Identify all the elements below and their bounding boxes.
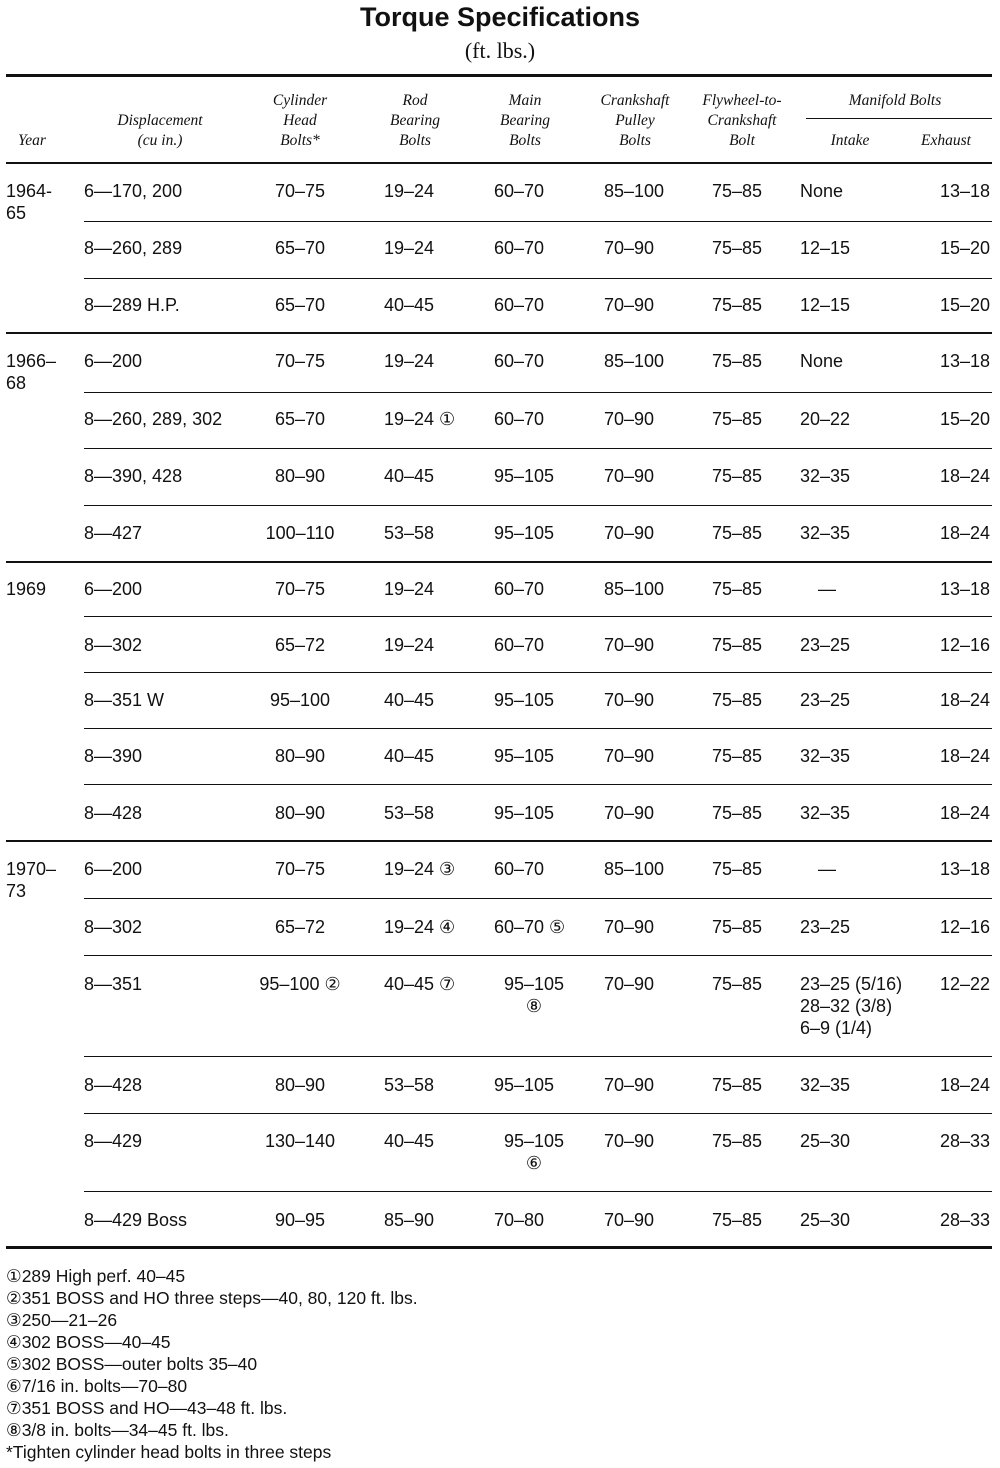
cell-flywheel: 75–85 (712, 974, 763, 994)
cell-exhaust: 15–20 (939, 238, 990, 258)
cell-displacement: 8—427 (84, 523, 143, 543)
year-cell: 1970– 73 (6, 859, 57, 901)
year-cell: 1964- 65 (6, 181, 53, 223)
page-title: Torque Specifications (359, 2, 641, 32)
header-displacement: Displacement (cu in.) (117, 112, 203, 149)
cell-main-bearing: 95–105 ⑥ (503, 1131, 565, 1173)
row-divider (84, 392, 992, 393)
cell-intake: 12–15 (800, 238, 851, 258)
cell-crankshaft-pulley: 70–90 (604, 803, 655, 823)
cell-crankshaft-pulley: 70–90 (604, 523, 655, 543)
cell-cylinder-head: 65–70 (274, 238, 326, 258)
cell-crankshaft-pulley: 70–90 (604, 746, 655, 766)
cell-main-bearing: 60–70 (494, 409, 545, 429)
cell-displacement: 8—428 (84, 1075, 143, 1095)
row-divider (84, 1056, 992, 1057)
cell-flywheel: 75–85 (712, 351, 763, 371)
cell-intake: 32–35 (800, 523, 851, 543)
cell-rod-bearing: 40–45 (384, 466, 435, 486)
cell-intake: 32–35 (800, 803, 851, 823)
cell-flywheel: 75–85 (712, 238, 763, 258)
row-divider (84, 278, 992, 279)
header-year: Year (18, 132, 46, 149)
cell-crankshaft-pulley: 70–90 (604, 466, 655, 486)
cell-displacement: 8—351 W (84, 690, 165, 710)
cell-intake: 23–25 (5/16) 28–32 (3/8) 6–9 (1/4) (800, 974, 903, 1038)
cell-displacement: 8—302 (84, 917, 143, 937)
cell-exhaust: 13–18 (939, 579, 990, 599)
group-divider (6, 561, 992, 563)
cell-main-bearing: 95–105 (494, 466, 555, 486)
cell-main-bearing: 60–70 (494, 181, 545, 201)
cell-flywheel: 75–85 (712, 579, 763, 599)
cell-exhaust: 15–20 (939, 409, 990, 429)
cell-rod-bearing: 40–45 (384, 295, 435, 315)
cell-displacement: 6—200 (84, 579, 143, 599)
cell-main-bearing: 60–70 (494, 238, 545, 258)
cell-displacement: 8—429 (84, 1131, 143, 1151)
cell-flywheel: 75–85 (712, 635, 763, 655)
cell-crankshaft-pulley: 70–90 (604, 409, 655, 429)
footnote-item: ①289 High perf. 40–45 (6, 1266, 186, 1286)
row-divider (84, 672, 992, 673)
cell-crankshaft-pulley: 70–90 (604, 295, 655, 315)
cell-intake: 23–25 (800, 690, 851, 710)
cell-flywheel: 75–85 (712, 1131, 763, 1151)
cell-displacement: 8—429 Boss (84, 1210, 188, 1230)
cell-exhaust: 12–22 (939, 974, 990, 994)
cell-displacement: 6—200 (84, 351, 143, 371)
cell-exhaust: 15–20 (939, 295, 990, 315)
cell-intake: None (800, 351, 844, 371)
cell-crankshaft-pulley: 70–90 (604, 917, 655, 937)
footnote-item: ⑤302 BOSS—outer bolts 35–40 (6, 1354, 258, 1374)
cell-crankshaft-pulley: 85–100 (604, 579, 665, 599)
header-crankshaft-pulley: Crankshaft Pulley Bolts (600, 92, 670, 149)
footnote-item: ③250—21–26 (6, 1310, 118, 1330)
cell-main-bearing: 95–105 (494, 1075, 555, 1095)
cell-intake: 32–35 (800, 746, 851, 766)
cell-crankshaft-pulley: 70–90 (604, 1075, 655, 1095)
page-subtitle: (ft. lbs.) (464, 38, 536, 63)
cell-main-bearing: 70–80 (494, 1210, 545, 1230)
cell-exhaust: 18–24 (939, 803, 990, 823)
group-divider (6, 332, 992, 334)
cell-rod-bearing: 40–45 (384, 746, 435, 766)
table-bottom-rule (6, 1246, 992, 1249)
cell-crankshaft-pulley: 70–90 (604, 1210, 655, 1230)
footnote-item: ⑧3/8 in. bolts—34–45 ft. lbs. (6, 1420, 229, 1440)
cell-exhaust: 28–33 (939, 1210, 990, 1230)
cell-intake: — (818, 859, 836, 879)
cell-displacement: 6—170, 200 (84, 181, 183, 201)
row-divider (84, 784, 992, 785)
cell-main-bearing: 95–105 (494, 746, 555, 766)
cell-cylinder-head: 70–75 (274, 579, 326, 599)
cell-main-bearing: 60–70 ⑤ (494, 917, 566, 937)
header-rod-bearing: Rod Bearing Bolts (390, 92, 440, 149)
cell-main-bearing: 95–105 (494, 690, 555, 710)
cell-rod-bearing: 40–45 ⑦ (384, 974, 456, 994)
cell-cylinder-head: 65–72 (274, 917, 326, 937)
footnote-item: *Tighten cylinder head bolts in three steps (6, 1442, 332, 1462)
cell-main-bearing: 95–105 ⑧ (503, 974, 565, 1016)
cell-exhaust: 18–24 (939, 466, 990, 486)
cell-crankshaft-pulley: 85–100 (604, 859, 665, 879)
cell-main-bearing: 60–70 (494, 859, 545, 879)
cell-exhaust: 18–24 (939, 523, 990, 543)
row-divider (84, 1113, 992, 1114)
cell-intake: 23–25 (800, 635, 851, 655)
header-main-bearing: Main Bearing Bolts (500, 92, 550, 149)
cell-displacement: 8—260, 289, 302 (84, 409, 223, 429)
cell-rod-bearing: 19–24 (384, 238, 435, 258)
cell-cylinder-head: 90–95 (274, 1210, 326, 1230)
cell-crankshaft-pulley: 70–90 (604, 635, 655, 655)
cell-rod-bearing: 53–58 (384, 1075, 435, 1095)
cell-flywheel: 75–85 (712, 295, 763, 315)
cell-flywheel: 75–85 (712, 1075, 763, 1095)
cell-intake: None (800, 181, 844, 201)
cell-cylinder-head: 65–70 (274, 409, 326, 429)
cell-intake: 32–35 (800, 466, 851, 486)
footnote-item: ⑥7/16 in. bolts—70–80 (6, 1376, 188, 1396)
cell-displacement: 8—390, 428 (84, 466, 183, 486)
cell-rod-bearing: 40–45 (384, 1131, 435, 1151)
cell-exhaust: 18–24 (939, 746, 990, 766)
cell-cylinder-head: 80–90 (274, 1075, 326, 1095)
row-divider (84, 1191, 992, 1192)
cell-crankshaft-pulley: 70–90 (604, 1131, 655, 1151)
cell-exhaust: 28–33 (939, 1131, 990, 1151)
cell-intake: 25–30 (800, 1131, 851, 1151)
cell-intake: 25–30 (800, 1210, 851, 1230)
cell-main-bearing: 60–70 (494, 295, 545, 315)
cell-exhaust: 13–18 (939, 351, 990, 371)
cell-flywheel: 75–85 (712, 917, 763, 937)
cell-intake: 12–15 (800, 295, 851, 315)
cell-exhaust: 13–18 (939, 181, 990, 201)
cell-displacement: 8—302 (84, 635, 143, 655)
cell-crankshaft-pulley: 70–90 (604, 690, 655, 710)
cell-cylinder-head: 70–75 (274, 351, 326, 371)
cell-flywheel: 75–85 (712, 466, 763, 486)
cell-cylinder-head: 80–90 (274, 746, 326, 766)
cell-rod-bearing: 19–24 (384, 635, 435, 655)
row-divider (84, 505, 992, 506)
footnote-item: ④302 BOSS—40–45 (6, 1332, 171, 1352)
cell-cylinder-head: 95–100 ② (259, 974, 341, 994)
cell-rod-bearing: 53–58 (384, 523, 435, 543)
cell-cylinder-head: 65–70 (274, 295, 326, 315)
cell-intake: 23–25 (800, 917, 851, 937)
row-divider (84, 955, 992, 956)
cell-flywheel: 75–85 (712, 746, 763, 766)
table-top-rule (6, 74, 992, 77)
header-cylinder-head: Cylinder Head Bolts* (272, 92, 328, 149)
cell-rod-bearing: 85–90 (384, 1210, 435, 1230)
cell-crankshaft-pulley: 70–90 (604, 974, 655, 994)
manifold-header-rule (806, 118, 992, 119)
row-divider (84, 221, 992, 222)
cell-flywheel: 75–85 (712, 690, 763, 710)
row-divider (84, 728, 992, 729)
cell-exhaust: 18–24 (939, 1075, 990, 1095)
year-cell: 1969 (6, 579, 47, 599)
row-divider (84, 448, 992, 449)
cell-flywheel: 75–85 (712, 181, 763, 201)
year-cell: 1966– 68 (6, 351, 57, 393)
cell-cylinder-head: 80–90 (274, 803, 326, 823)
group-divider (6, 840, 992, 842)
cell-crankshaft-pulley: 85–100 (604, 181, 665, 201)
cell-exhaust: 13–18 (939, 859, 990, 879)
header-bottom-rule (6, 162, 992, 164)
cell-displacement: 8—428 (84, 803, 143, 823)
cell-cylinder-head: 80–90 (274, 466, 326, 486)
cell-rod-bearing: 19–24 ③ (384, 859, 456, 879)
cell-displacement: 6—200 (84, 859, 143, 879)
cell-flywheel: 75–85 (712, 859, 763, 879)
header-manifold-bolts: Manifold Bolts (848, 92, 942, 109)
cell-main-bearing: 60–70 (494, 635, 545, 655)
cell-flywheel: 75–85 (712, 409, 763, 429)
cell-cylinder-head: 70–75 (274, 859, 326, 879)
cell-cylinder-head: 100–110 (265, 523, 335, 543)
cell-exhaust: 12–16 (939, 635, 990, 655)
cell-crankshaft-pulley: 70–90 (604, 238, 655, 258)
cell-displacement: 8—390 (84, 746, 143, 766)
footnote-item: ⑦351 BOSS and HO—43–48 ft. lbs. (6, 1398, 288, 1418)
cell-cylinder-head: 65–72 (274, 635, 326, 655)
cell-rod-bearing: 53–58 (384, 803, 435, 823)
cell-main-bearing: 60–70 (494, 579, 545, 599)
cell-cylinder-head: 130–140 (264, 1131, 336, 1151)
cell-rod-bearing: 19–24 ④ (384, 917, 456, 937)
cell-rod-bearing: 19–24 (384, 579, 435, 599)
cell-displacement: 8—351 (84, 974, 143, 994)
cell-displacement: 8—260, 289 (84, 238, 183, 258)
cell-displacement: 8—289 H.P. (84, 295, 180, 315)
cell-flywheel: 75–85 (712, 523, 763, 543)
cell-exhaust: 12–16 (939, 917, 990, 937)
cell-exhaust: 18–24 (939, 690, 990, 710)
cell-rod-bearing: 40–45 (384, 690, 435, 710)
cell-intake: 20–22 (800, 409, 851, 429)
cell-cylinder-head: 95–100 (269, 690, 331, 710)
cell-intake: — (818, 579, 836, 599)
cell-rod-bearing: 19–24 ① (384, 409, 456, 429)
footnote-item: ②351 BOSS and HO three steps—40, 80, 120 ft. lbs. (6, 1288, 418, 1308)
cell-flywheel: 75–85 (712, 803, 763, 823)
header-exhaust: Exhaust (921, 132, 971, 149)
cell-crankshaft-pulley: 85–100 (604, 351, 665, 371)
cell-main-bearing: 95–105 (494, 523, 555, 543)
header-intake: Intake (830, 132, 870, 149)
cell-rod-bearing: 19–24 (384, 351, 435, 371)
cell-main-bearing: 95–105 (494, 803, 555, 823)
cell-cylinder-head: 70–75 (274, 181, 326, 201)
cell-flywheel: 75–85 (712, 1210, 763, 1230)
header-flywheel: Flywheel-to- Crankshaft Bolt (702, 92, 782, 149)
cell-intake: 32–35 (800, 1075, 851, 1095)
row-divider (84, 898, 992, 899)
row-divider (84, 616, 992, 617)
cell-main-bearing: 60–70 (494, 351, 545, 371)
cell-rod-bearing: 19–24 (384, 181, 435, 201)
